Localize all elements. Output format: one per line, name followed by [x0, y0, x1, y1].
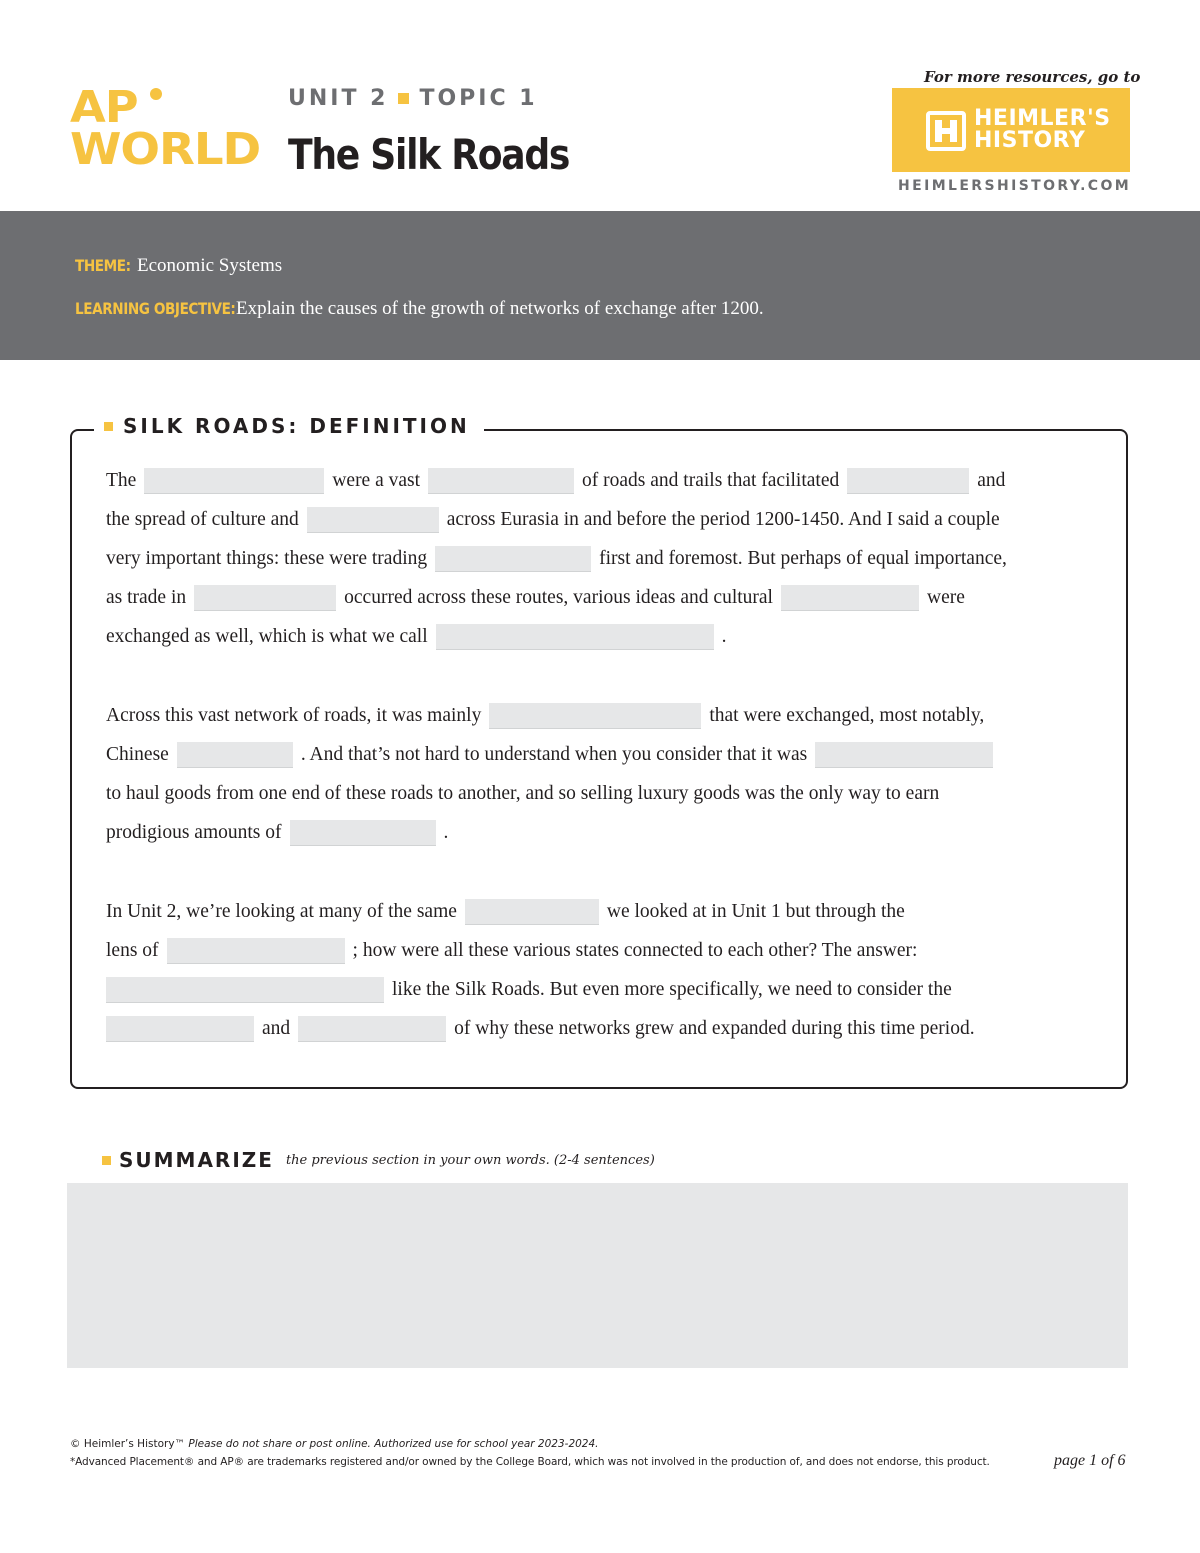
text-fragment: were a vast: [332, 469, 421, 491]
text-line: [106, 1010, 1096, 1049]
text-line: [106, 579, 1096, 618]
summary-textarea[interactable]: [67, 1183, 1128, 1368]
text-fragment: lens of: [106, 939, 159, 961]
theme-row: [75, 255, 282, 277]
text-fragment: occurred across these routes, various ideas and cultural: [344, 587, 773, 609]
text-fragment: ; how were all these various states connected to each other? The answer:: [352, 939, 918, 961]
text-line: [106, 892, 1096, 931]
objective-row: [75, 298, 764, 320]
usage-notice: Please do not share or post online. Authorized use for school year 2023-2024.: [188, 1438, 599, 1450]
brand-line-2: HISTORY: [974, 128, 1086, 153]
text-fragment: we looked at in Unit 1 but through the: [606, 900, 905, 922]
text-fragment: first and foremost. But perhaps of equal importance,: [599, 547, 1007, 569]
text-line: [106, 696, 1096, 735]
fill-blank-input[interactable]: [781, 585, 919, 611]
definition-paragraph-3: [106, 892, 1096, 1049]
text-fragment: like the Silk Roads. But even more specifically, we need to consider the: [392, 978, 952, 1000]
summarize-heading: [102, 1148, 655, 1172]
summarize-heading-text: SUMMARIZE: [119, 1148, 274, 1172]
fill-blank-input[interactable]: [167, 938, 345, 964]
site-url-link[interactable]: HEIMLERSHISTORY.COM: [898, 178, 1132, 194]
h-monogram-icon: [926, 111, 966, 151]
fill-blank-input[interactable]: [435, 546, 591, 572]
fill-blank-input[interactable]: [298, 1016, 446, 1042]
fill-blank-input[interactable]: [465, 899, 599, 925]
summarize-instructions: the previous section in your own words. (2-4 sentences): [285, 1152, 655, 1168]
text-fragment: to haul goods from one end of these roads to another, and so selling luxury goods was the only way to earn: [106, 782, 940, 804]
text-fragment: very important things: these were trading: [106, 547, 428, 569]
copyright-text: © Heimler’s History™: [70, 1438, 186, 1450]
text-fragment: prodigious amounts of: [106, 822, 282, 844]
page-title: The Silk Roads: [288, 130, 570, 179]
fill-blank-input[interactable]: [307, 507, 439, 533]
fill-blank-input[interactable]: [106, 1016, 254, 1042]
square-bullet-icon: [398, 93, 409, 104]
fill-blank-input[interactable]: [428, 468, 574, 494]
definition-heading-text: SILK ROADS: DEFINITION: [123, 414, 470, 438]
fill-blank-input[interactable]: [144, 468, 324, 494]
unit-topic-line: [288, 86, 538, 111]
brand-name: [974, 108, 1111, 152]
theme-band: [0, 211, 1200, 360]
page-number: page 1 of 6: [1054, 1452, 1126, 1469]
logo-ap-text: AP: [70, 82, 138, 133]
definition-paragraph-2: [106, 696, 1096, 853]
topic-label: TOPIC 1: [419, 86, 538, 111]
square-bullet-icon: [102, 1156, 111, 1165]
text-line: [106, 814, 1096, 853]
resources-note: For more resources, go to: [924, 68, 1141, 86]
text-line: [106, 461, 1096, 500]
objective-label: LEARNING OBJECTIVE:: [75, 299, 236, 318]
brand-line-1: HEIMLER'S: [974, 106, 1111, 131]
unit-label: UNIT 2: [288, 86, 389, 111]
registered-dot-icon: [150, 88, 162, 100]
text-line: [106, 500, 1096, 539]
fill-blank-input[interactable]: [847, 468, 969, 494]
theme-value: Economic Systems: [137, 255, 283, 276]
fill-blank-input[interactable]: [290, 820, 436, 846]
theme-label: THEME:: [75, 256, 131, 275]
text-fragment: of roads and trails that facilitated: [582, 469, 840, 491]
text-fragment: of why these networks grew and expanded during this time period.: [454, 1018, 975, 1040]
text-fragment: were: [926, 587, 965, 609]
text-fragment: Across this vast network of roads, it was mainly: [106, 704, 482, 726]
text-fragment: .: [443, 822, 449, 844]
text-line: [106, 539, 1096, 578]
ap-world-logo: [70, 84, 270, 184]
text-fragment: that were exchanged, most notably,: [709, 704, 985, 726]
text-line: [106, 774, 1096, 813]
fill-blank-input[interactable]: [489, 703, 701, 729]
text-fragment: and: [262, 1018, 291, 1040]
text-fragment: the spread of culture and: [106, 508, 299, 530]
text-line: [106, 735, 1096, 774]
objective-value: Explain the causes of the growth of networks of exchange after 1200.: [236, 298, 764, 319]
text-line: [106, 970, 1096, 1009]
trademark-notice: *Advanced Placement® and AP® are trademarks registered and/or owned by the College Board, which was not involved in the production of, and does not endorse, this product.: [70, 1456, 990, 1468]
text-line: [106, 931, 1096, 970]
text-fragment: and: [977, 469, 1006, 491]
fill-blank-input[interactable]: [436, 624, 714, 650]
square-bullet-icon: [104, 422, 113, 431]
text-fragment: .: [721, 626, 727, 648]
definition-paragraph-1: [106, 461, 1096, 657]
text-fragment: In Unit 2, we’re looking at many of the same: [106, 900, 457, 922]
heimlers-history-logo[interactable]: [892, 88, 1130, 172]
footer-copyright-line: [70, 1438, 599, 1450]
text-fragment: as trade in: [106, 587, 187, 609]
text-fragment: exchanged as well, which is what we call: [106, 626, 428, 648]
fill-blank-input[interactable]: [815, 742, 993, 768]
text-fragment: Chinese: [106, 743, 169, 765]
fill-blank-input[interactable]: [177, 742, 293, 768]
logo-world-text: WORLD: [70, 124, 261, 175]
fill-blank-input[interactable]: [106, 977, 384, 1003]
fill-blank-input[interactable]: [194, 585, 336, 611]
text-fragment: across Eurasia in and before the period 1200-1450. And I said a couple: [446, 508, 1000, 530]
definition-heading: [94, 414, 484, 438]
text-fragment: The: [106, 469, 137, 491]
text-line: [106, 618, 1096, 657]
text-fragment: . And that’s not hard to understand when you consider that it was: [300, 743, 808, 765]
